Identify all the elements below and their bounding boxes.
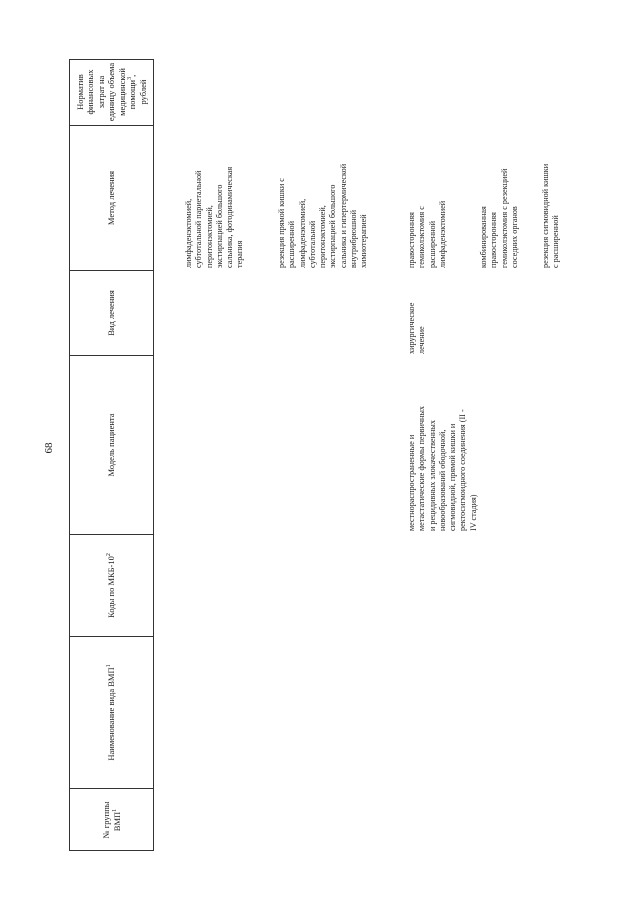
header-mkb-codes: [69, 535, 154, 637]
header-group-no-text: № группы ВМП: [101, 801, 122, 839]
header-cost-norm-unit: , рублей: [127, 74, 148, 105]
header-treatment-type-text: Вид лечения: [106, 290, 117, 336]
header-mkb-codes-sup: 2: [106, 553, 113, 557]
header-vmp-name-sup: 1: [106, 664, 113, 668]
header-mkb-codes-text: Коды по МКБ-10: [106, 556, 117, 618]
header-vmp-name-text: Наименование вида ВМП: [106, 667, 117, 761]
header-treatment-method-text: Метод лечения: [106, 170, 117, 226]
header-treatment-type: [69, 271, 154, 356]
header-cost-norm-sup: 3: [127, 76, 134, 80]
header-group-no-sup: 1: [111, 808, 118, 812]
treatment-method-cell: комбинированная правосторонняя гемиколэктомия с резекцией соседних органов: [479, 168, 519, 268]
page-number: 68: [43, 442, 55, 454]
header-vmp-name: [69, 637, 154, 789]
treatment-method-cell: правосторонняя гемиколэктомия с расширенной лимфаденэктомией: [407, 200, 447, 268]
header-cost-norm: [69, 59, 154, 126]
treatment-method-cell: резекция прямой кишки с расширенной лимфаденэктомией, субтотальной перитонэктомией, экстирпацией большого сальника и гипертермической внутрибрюшной химиотерапией: [277, 163, 369, 268]
treatment-type-cell: хирургическое лечение: [407, 302, 427, 354]
treatment-method-cell: резекция сигмовидной кишки с расширенной: [541, 163, 561, 268]
header-patient-model-text: Модель пациента: [106, 413, 117, 477]
rotated-table: [69, 59, 629, 851]
table-header-row: [69, 59, 154, 851]
patient-model-cell: местнораспространенные и метастатические формы первичных и рецидивных злокачественных новообразований ободочной, сигмовидной, прямой кишки и ректосигмоидного соединения (II - IV стадия): [407, 406, 478, 531]
header-treatment-method: [69, 126, 154, 271]
treatment-method-cell: лимфаденэктомией, субтотальной париетальной перитонэктомией, экстирпацией большого сальника, фотодинамическая терапия: [184, 166, 245, 268]
header-group-no: [69, 789, 154, 851]
header-cost-norm-text: Норматив финансовых затрат на единицу объема медицинской помощи: [74, 62, 138, 122]
header-patient-model: [69, 356, 154, 535]
